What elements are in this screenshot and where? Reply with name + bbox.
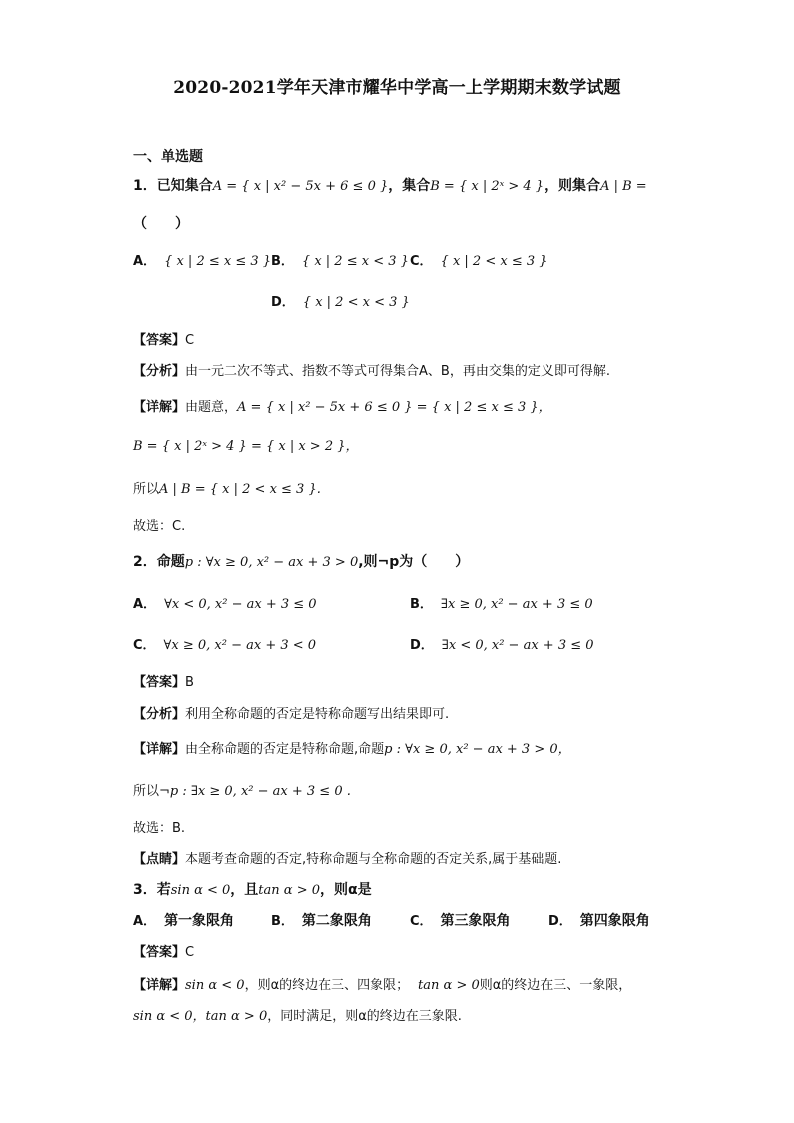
question-1-stem [133, 175, 647, 195]
question-3-stem: 3．若sin α < 0，且tan α > 0，则α是 [133, 882, 372, 898]
question-3-option-d: D． 第四象限角 [548, 913, 650, 929]
set-b-definition: B = { x | 2ˣ > 4 } [430, 179, 545, 194]
question-2-option-c: C． ∀x ≥ 0, x² − ax + 3 < 0 [133, 638, 317, 653]
set-expression: A | B = [600, 179, 647, 194]
question-1-detail-line-2: B = { x | 2ˣ > 4 } = { x | x > 2 }， [133, 439, 359, 454]
question-1-mid: ，集合 [388, 178, 431, 194]
question-2-answer: 【答案】B [133, 675, 194, 690]
question-1-option-c: C． { x | 2 < x ≤ 3 } [410, 254, 548, 269]
question-1-option-b: B． { x | 2 ≤ x < 3 } [271, 254, 409, 269]
question-2-stem: 2．命题p : ∀x ≥ 0, x² − ax + 3 > 0,则¬p为（ ） [133, 554, 470, 570]
question-2-detail-line-2: 所以¬p : ∃x ≥ 0, x² − ax + 3 ≤ 0 . [133, 784, 351, 799]
question-2-option-d: D． ∃x < 0, x² − ax + 3 ≤ 0 [410, 638, 594, 653]
question-3-option-b: B． 第二象限角 [271, 913, 372, 929]
question-1-option-a: A． { x | 2 ≤ x ≤ 3 } [133, 254, 272, 269]
question-3-detail: 【详解】sin α < 0，则α的终边在三、四象限； tan α > 0则α的终边在三、一象限， [133, 978, 632, 993]
question-1-prefix: 1．已知集合 [133, 178, 213, 194]
question-3-option-a: A． 第一象限角 [133, 913, 235, 929]
question-1-option-d: D． { x | 2 < x < 3 } [271, 295, 410, 310]
question-1-post: ，则集合 [544, 178, 601, 194]
question-2-analysis: 【分析】利用全称命题的否定是特称命题写出结果即可. [133, 707, 450, 722]
set-a-definition: A = { x | x² − 5x + 6 ≤ 0 } [212, 179, 389, 194]
question-1-choice: 故选：C. [133, 519, 186, 534]
question-1-blank: （ ） [133, 216, 189, 232]
question-3-option-c: C． 第三象限角 [410, 913, 511, 929]
page-title: 2020-2021学年天津市耀华中学高一上学期期末数学试题 [173, 78, 621, 98]
question-2-detail: 【详解】由全称命题的否定是特称命题,命题p : ∀x ≥ 0, x² − ax + 3 > 0， [133, 742, 571, 757]
question-3-detail-line-2: sin α < 0，tan α > 0，同时满足，则α的终边在三象限. [133, 1009, 462, 1024]
question-2-option-b: B． ∃x ≥ 0, x² − ax + 3 ≤ 0 [410, 597, 593, 612]
question-2-choice: 故选：B. [133, 821, 186, 836]
question-1-analysis: 【分析】由一元二次不等式、指数不等式可得集合A、B，再由交集的定义即可得解. [133, 364, 610, 379]
question-1-detail: 【详解】由题意，A = { x | x² − 5x + 6 ≤ 0 } = { x | 2 ≤ x ≤ 3 }， [133, 400, 552, 415]
question-2-comment: 【点睛】本题考查命题的否定,特称命题与全称命题的否定关系,属于基础题. [133, 852, 562, 867]
question-1-detail-line-3: 所以A | B = { x | 2 < x ≤ 3 }. [133, 482, 321, 497]
question-3-answer: 【答案】C [133, 945, 195, 960]
section-heading: 一、单选题 [133, 149, 203, 165]
question-1-answer: 【答案】C [133, 333, 195, 348]
question-2-option-a: A． ∀x < 0, x² − ax + 3 ≤ 0 [133, 597, 317, 612]
